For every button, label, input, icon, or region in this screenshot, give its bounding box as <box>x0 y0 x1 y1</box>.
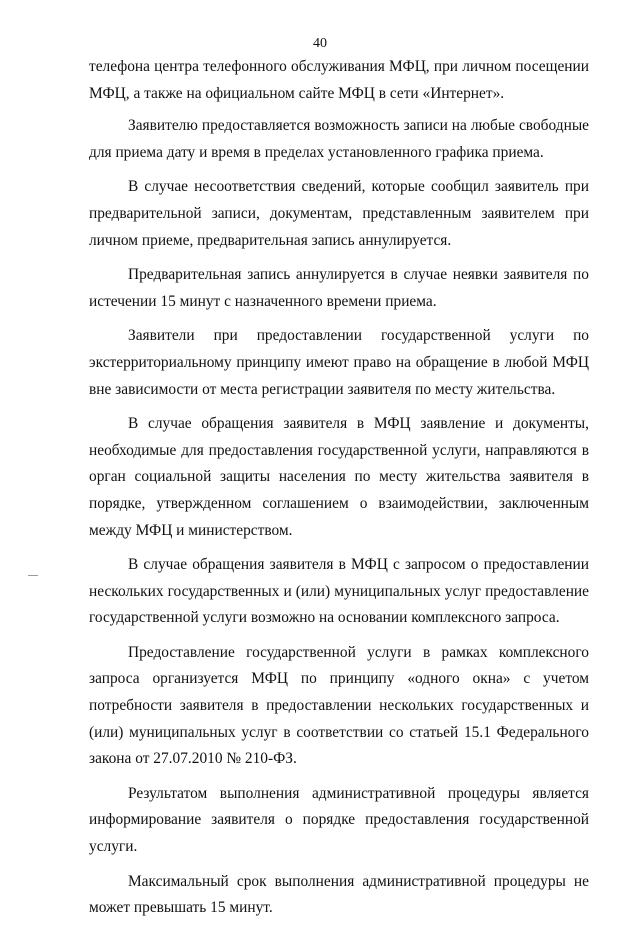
paragraph-continuation: телефона центра телефонного обслуживания МФЦ, при личном посещении МФЦ, а также на официальном сайте МФЦ в сети «Интернет». <box>89 58 589 102</box>
paragraph-document-forwarding: В случае обращения заявителя в МФЦ заявление и документы, необходимые для предоставления государственной услуги, направляются в орган социальной защиты населения по месту жительства заявителя в порядке, утвержденном соглашением о взаимодействии, заключенным между МФЦ и министерством. <box>89 415 589 539</box>
paragraph-complex-request: В случае обращения заявителя в МФЦ с запросом о предоставлении нескольких государственных и (или) муниципальных услуг предоставление государственной услуги возможно на основании комплексного запроса. <box>89 556 589 627</box>
page-number: 40 <box>313 36 327 51</box>
paragraph-booking-cancellation-mismatch: В случае несоответствия сведений, которые сообщил заявитель при предварительной записи, документам, представленным заявителем при личном приеме, предварительная запись аннулируется. <box>89 178 589 249</box>
document-body <box>89 54 589 930</box>
paragraph-extraterritorial-principle: Заявители при предоставлении государственной услуги по экстерриториальному принципу имеют право на обращение в любой МФЦ вне зависимости от места регистрации заявителя по месту жительства. <box>89 327 589 398</box>
paragraph-one-window-principle: Предоставление государственной услуги в рамках комплексного запроса организуется МФЦ по принципу «одного окна» с учетом потребности заявителя в предоставлении нескольких государственных и (или) муниципальных услуг в соответствии со статьей 15.1 Федерального закона от 27.07.2010 № 210-ФЗ. <box>89 643 589 768</box>
paragraph-procedure-result: Результатом выполнения административной процедуры является информирование заявителя о порядке предоставления государственной услуги. <box>89 784 589 856</box>
paragraph-appointment-booking: Заявителю предоставляется возможность записи на любые свободные для приема дату и время в пределах установленного графика приема. <box>89 117 589 161</box>
paragraph-maximum-duration: Максимальный срок выполнения административной процедуры не может превышать 15 минут. <box>89 872 589 917</box>
margin-mark <box>28 575 38 576</box>
paragraph-booking-cancellation-no-show: Предварительная запись аннулируется в случае неявки заявителя по истечении 15 минут с назначенного времени приема. <box>89 266 589 310</box>
